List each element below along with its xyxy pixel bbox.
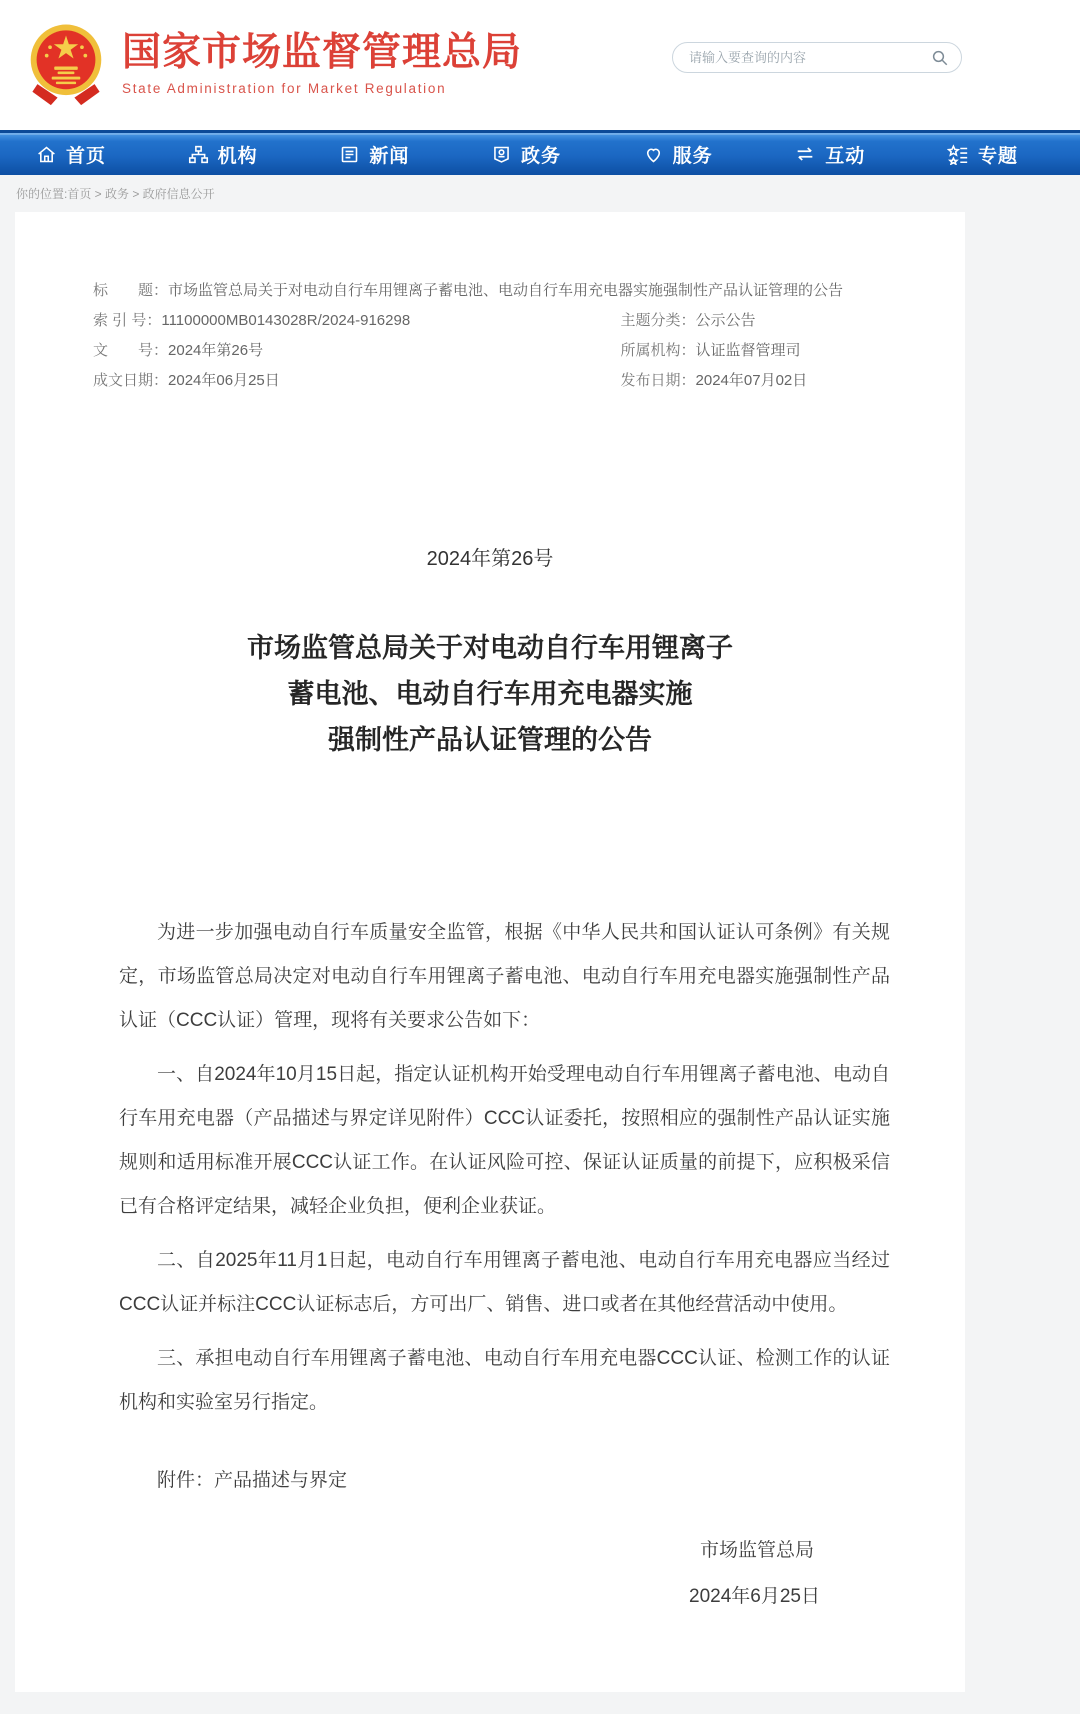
home-icon <box>36 144 57 165</box>
meta-title-label: 标 题： <box>93 282 169 299</box>
sitemap-icon <box>188 144 209 165</box>
signature: 市场监管总局 <box>699 1540 814 1561</box>
nav-item-org[interactable] <box>188 141 258 168</box>
search-icon <box>931 49 949 67</box>
meta-index-label: 索 引 号： <box>93 312 162 329</box>
nav-label: 政务 <box>520 145 561 167</box>
national-emblem-icon <box>24 20 108 108</box>
document-title-line: 强制性产品认证管理的公告 <box>328 725 652 755</box>
nav-item-home[interactable] <box>36 141 106 168</box>
nav-label: 首页 <box>66 145 107 167</box>
nav-item-interact[interactable] <box>794 141 865 168</box>
meta-publish-date-value: 2024年07月02日 <box>695 372 808 389</box>
nav-label: 服务 <box>672 145 713 167</box>
paragraph-intro: 为进一步加强电动自行车质量安全监管，根据《中华人民共和国认证认可条例》有关规定，市场监管总局决定对电动自行车用锂离子蓄电池、电动自行车用充电器实施强制性产品认证（CCC认证）管理，现将有关要求公告如下： <box>119 922 890 1031</box>
nav-label: 互动 <box>825 145 866 167</box>
site-subtitle: State Administration for Market Regulation <box>122 81 447 97</box>
meta-row-dates <box>93 366 937 396</box>
nav-label: 机构 <box>217 145 258 167</box>
nav-item-topics[interactable] <box>947 141 1018 168</box>
nav-label: 专题 <box>977 145 1018 167</box>
document-body <box>119 911 890 1619</box>
paragraph-item-2: 二、自2025年11月1日起，电动自行车用锂离子蓄电池、电动自行车用充电器应当经过CCC认证并标注CCC认证标志后，方可出厂、销售、进口或者在其他经营活动中使用。 <box>119 1250 890 1315</box>
search-button[interactable] <box>931 49 949 67</box>
meta-agency-label: 所属机构： <box>620 342 696 359</box>
document-title <box>15 625 965 763</box>
nav-item-service[interactable] <box>643 141 713 168</box>
document-title-line: 市场监管总局关于对电动自行车用锂离子 <box>247 633 733 663</box>
meta-row-index <box>93 306 937 336</box>
search-input[interactable] <box>689 50 931 65</box>
meta-written-date-label: 成文日期： <box>93 372 169 389</box>
heart-icon <box>643 144 664 165</box>
topics-icon <box>947 143 969 165</box>
signature-date: 2024年6月25日 <box>689 1586 820 1607</box>
attachment-line: 附件：产品描述与界定 <box>157 1470 348 1491</box>
nav-item-gov[interactable] <box>491 141 561 168</box>
document-number: 2024年第26号 <box>426 548 554 570</box>
meta-row-docno <box>93 336 937 366</box>
search-box[interactable] <box>672 42 962 73</box>
content-card <box>15 212 965 1692</box>
meta-title-value: 市场监管总局关于对电动自行车用锂离子蓄电池、电动自行车用充电器实施强制性产品认证管理的公告 <box>168 282 844 299</box>
site-logo[interactable] <box>24 20 522 108</box>
site-title: 国家市场监督管理总局 <box>122 30 523 74</box>
meta-docno-label: 文 号： <box>93 342 169 359</box>
meta-category-value: 公示公告 <box>695 312 756 329</box>
paragraph-item-3: 三、承担电动自行车用锂离子蓄电池、电动自行车用充电器CCC认证、检测工作的认证机构和实验室另行指定。 <box>119 1348 890 1413</box>
nav-item-news[interactable] <box>339 141 409 168</box>
breadcrumb[interactable]: 你的位置:首页 > 政务 > 政府信息公开 <box>16 187 215 201</box>
site-header <box>0 0 1080 130</box>
paragraph-item-1: 一、自2024年10月15日起，指定认证机构开始受理电动自行车用锂离子蓄电池、电动自行车用充电器（产品描述与界定详见附件）CCC认证委托，按照相应的强制性产品认证实施规则和适用标准开展CCC认证工作。在认证风险可控、保证认证质量的前提下，应积极采信已有合格评定结果，减轻企业负担，便利企业获证。 <box>119 1064 890 1217</box>
meta-category-label: 主题分类： <box>620 312 696 329</box>
exchange-icon <box>794 143 816 165</box>
meta-agency-value: 认证监督管理司 <box>695 342 801 359</box>
breadcrumb-bar <box>0 175 1080 212</box>
meta-index-value: 11100000MB0143028R/2024-916298 <box>161 312 411 329</box>
main-nav <box>0 130 1080 175</box>
gov-affairs-icon <box>491 144 512 165</box>
brand-text <box>122 32 522 97</box>
meta-docno-value: 2024年第26号 <box>168 342 264 359</box>
document-title-line: 蓄电池、电动自行车用充电器实施 <box>287 679 693 709</box>
document-meta <box>93 276 937 396</box>
meta-row-title <box>93 276 937 306</box>
news-icon <box>339 144 360 165</box>
nav-label: 新闻 <box>369 145 410 167</box>
meta-written-date-value: 2024年06月25日 <box>168 372 280 389</box>
meta-publish-date-label: 发布日期： <box>620 372 696 389</box>
